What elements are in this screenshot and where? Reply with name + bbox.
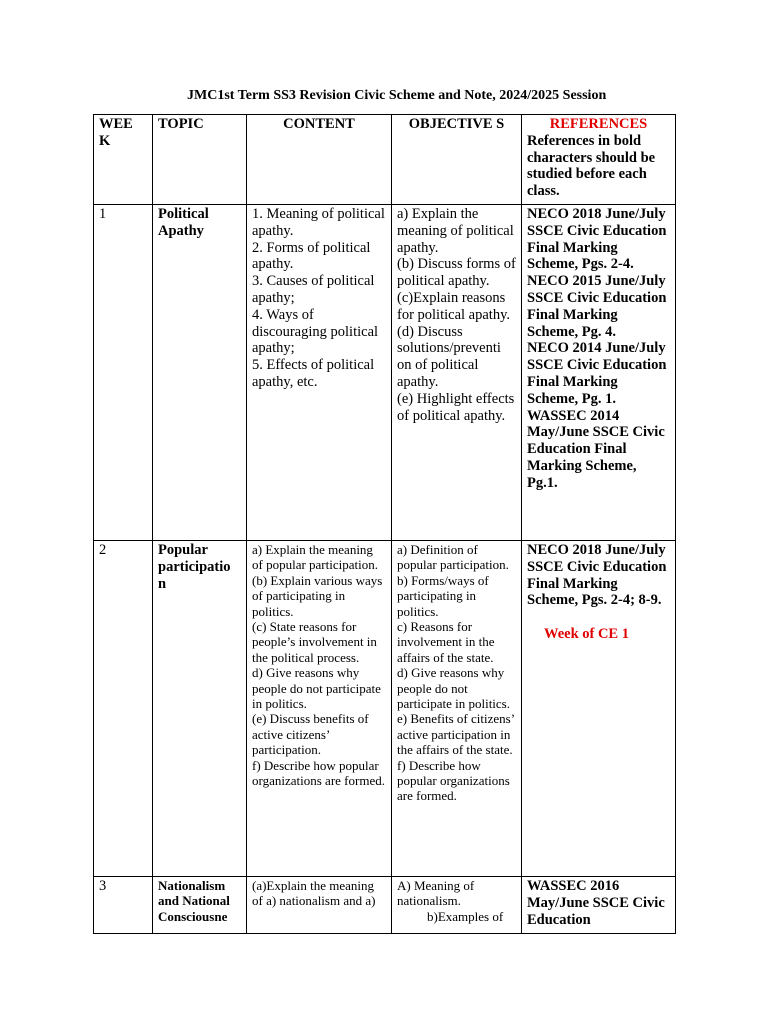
topic-cell: Popular participatio n: [153, 540, 247, 876]
objective-item: f) Describe how popular organizations are formed.: [397, 757, 510, 804]
content-item: 2. Forms of political apathy.: [252, 239, 371, 273]
references-cell: [522, 540, 676, 876]
reference-item: NECO 2018 June/July SSCE Civic Education Final Marking Scheme, Pgs. 2-4; 8-9.: [527, 541, 667, 609]
topic-cell: [153, 876, 247, 933]
content-item: d) Give reasons why people do not participate in politics.: [252, 665, 381, 712]
objective-item: d) Give reasons why people do not participate in politics.: [397, 665, 510, 712]
content-item: (b) Explain various ways of participating in politics.: [252, 572, 383, 619]
content-item: 3. Causes of political apathy;: [252, 273, 375, 306]
references-note: References in bold characters should be studied before each class.: [527, 132, 656, 200]
reference-item: NECO 2015 June/July SSCE Civic Education Final Marking Scheme, Pg. 4.: [527, 273, 667, 340]
objective-item: (e) Highlight effects of political apathy.: [397, 390, 515, 424]
objective-item: (c)Explain reasons for political apathy.: [397, 289, 511, 323]
objectives-cell: [392, 876, 522, 933]
header-references: [522, 115, 676, 205]
objective-item: e) Benefits of citizens’ active participation in the affairs of the state.: [397, 711, 515, 758]
content-item: 1. Meaning of political apathy.: [252, 205, 385, 239]
objective-item: b) Forms/ways of participating in politics.: [397, 572, 489, 619]
topic-cell: Political Apathy: [153, 204, 247, 540]
content-item: (a)Explain the meaning of a) nationalism and a): [252, 877, 376, 909]
table-row: [94, 204, 676, 540]
objective-item: (d) Discuss solutions/preventi on of political apathy.: [397, 323, 501, 390]
content-cell: [247, 876, 392, 933]
content-item: 4. Ways of discouraging political apathy;: [252, 306, 379, 357]
content-item: (e) Discuss benefits of active citizens’ participation.: [252, 711, 369, 758]
week-cell: 1: [94, 204, 153, 540]
table-row: [94, 876, 676, 933]
week-cell: 2: [94, 540, 153, 876]
content-item: 5. Effects of political apathy, etc.: [252, 357, 375, 390]
reference-item: WASSEC 2016 May/June SSCE Civic Education: [527, 877, 665, 928]
week-cell: [94, 876, 153, 933]
reference-item: NECO 2014 June/July SSCE Civic Education Final Marking Scheme, Pg. 1.: [527, 340, 667, 407]
reference-item: WASSEC 2014 May/June SSCE Civic Education Final Marking Scheme, Pg.1.: [527, 407, 665, 491]
references-cell: [522, 876, 676, 933]
content-cell: [247, 204, 392, 540]
objective-item: a) Definition of popular participation.: [397, 541, 509, 573]
week-note: Week of CE 1: [544, 626, 629, 643]
content-item: a) Explain the meaning of popular participation.: [252, 541, 378, 573]
objective-item: c) Reasons for involvement in the affairs of the state.: [397, 619, 495, 665]
content-item: f) Describe how popular organizations are formed.: [252, 757, 385, 789]
objective-item: A) Meaning of nationalism.: [397, 877, 475, 909]
references-title: REFERENCES: [549, 116, 648, 132]
objectives-cell: [392, 540, 522, 876]
header-topic: TOPIC: [153, 115, 247, 205]
table-row: [94, 540, 676, 876]
objectives-cell: [392, 204, 522, 540]
week-text: 3: [99, 877, 107, 894]
reference-item: NECO 2018 June/July SSCE Civic Education Final Marking Scheme, Pgs. 2-4.: [527, 205, 667, 273]
content-cell: [247, 540, 392, 876]
topic-text: Nationalism and National Consciousne: [158, 877, 230, 924]
header-content: CONTENT: [247, 115, 392, 205]
objective-item: b)Examples of: [427, 908, 504, 924]
content-item: (c) State reasons for people’s involvement in the political process.: [252, 619, 377, 665]
header-row: [94, 115, 676, 205]
objective-item: a) Explain the meaning of political apathy.: [397, 205, 514, 256]
references-cell: [522, 204, 676, 540]
page-title: JMC1st Term SS3 Revision Civic Scheme and Note, 2024/2025 Session: [187, 88, 607, 103]
header-week: WEE K: [94, 115, 153, 205]
header-objectives: OBJECTIVE S: [392, 115, 522, 205]
objective-item: (b) Discuss forms of political apathy.: [397, 256, 516, 290]
scheme-table: [93, 114, 676, 934]
